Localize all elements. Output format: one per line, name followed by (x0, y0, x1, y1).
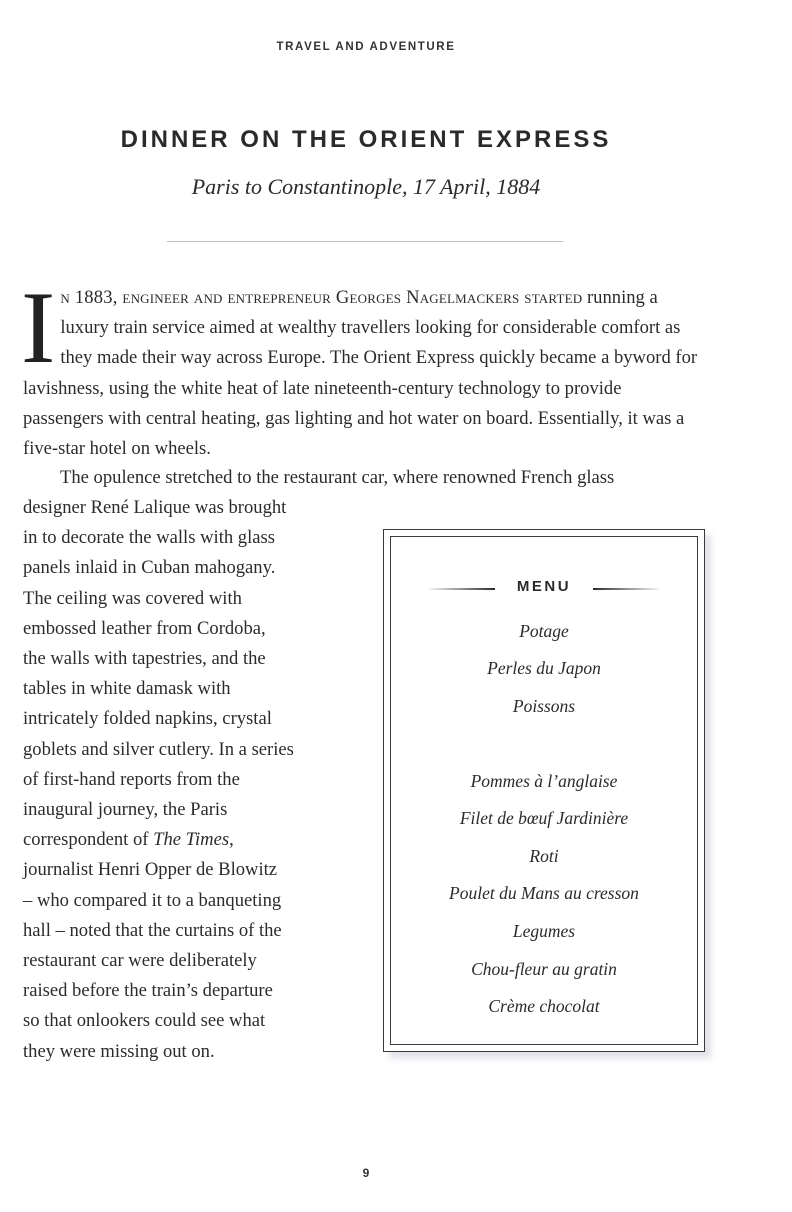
drop-cap: I (21, 271, 56, 385)
menu-item: Poulet du Mans au cresson (449, 883, 639, 903)
menu-card (383, 529, 705, 1052)
text-line: designer René Lalique was brought (23, 497, 287, 518)
text-line: the walls with tapestries, and the (23, 648, 266, 670)
title-divider (167, 241, 563, 242)
text-line: of first-hand reports from the (23, 768, 240, 790)
newspaper-title: The Times (153, 829, 230, 851)
menu-item: Pommes à l’anglaise (470, 771, 618, 791)
text-fragment: correspondent of (23, 829, 154, 851)
menu-heading-row (391, 578, 697, 598)
menu-item: Filet de bœuf Jardinière (459, 808, 629, 828)
menu-item: Perles du Japon (487, 658, 601, 678)
menu-item: Chou-fleur au gratin (471, 959, 617, 979)
paragraph-restaurant-column (23, 493, 353, 1067)
menu-item: Potage (519, 621, 569, 641)
text-line: The ceiling was covered with (23, 587, 242, 609)
menu-item: Roti (529, 846, 559, 866)
menu-item: Poissons (512, 696, 576, 716)
article-subtitle: Paris to Constantinople, 17 April, 1884 (191, 174, 541, 199)
menu-heading: MENU (516, 578, 572, 595)
text-line: in to decorate the walls with glass (23, 527, 275, 549)
text-line: intricately folded napkins, crystal (23, 708, 272, 730)
paragraph-intro (21, 271, 703, 464)
text-line: restaurant car were deliberately (23, 950, 257, 972)
article-title: DINNER ON THE ORIENT EXPRESS (120, 126, 612, 153)
text-line: embossed leather from Cordoba, (23, 617, 266, 639)
text-line: raised before the train’s departure (23, 980, 273, 1002)
text-line: tables in white damask with (23, 678, 231, 700)
menu-item: Legumes (512, 921, 576, 941)
text-line: they were missing out on. (23, 1040, 215, 1062)
text-line: journalist Henri Opper de Blowitz (23, 859, 278, 881)
text-fragment: , (229, 829, 234, 851)
running-head: TRAVEL AND ADVENTURE (276, 41, 456, 53)
text-line: – who compared it to a banqueting (23, 889, 282, 911)
menu-item: Crème chocolat (488, 996, 600, 1016)
menu-card-inner-border (390, 536, 698, 1045)
text-line: inaugural journey, the Paris (23, 799, 228, 821)
text-line: hall – noted that the curtains of the (23, 919, 282, 941)
paragraph-intro-text: running a luxury train service aimed at wealthy travellers looking for considerable comfort as they made their way across Europe. The Orient Express quickly became a byword for lavishness, using the white heat of late nineteenth-century technology to provide passengers with central heating, gas lighting and hot water on board. Essentially, it was a five-star hotel on wheels. (23, 287, 698, 460)
text-line: panels inlaid in Cuban mahogany. (23, 557, 276, 579)
right-ornament-icon (593, 588, 659, 590)
smallcaps-lead: n 1883, engineer and entrepreneur Georges Nagelmackers started (60, 287, 583, 308)
text-line: so that onlookers could see what (23, 1010, 266, 1032)
page-number: 9 (362, 1166, 370, 1180)
text-line: goblets and silver cutlery. In a series (23, 738, 294, 760)
text-line-times (23, 825, 353, 855)
paragraph-restaurant-first-line: The opulence stretched to the restaurant car, where renowned French glass (60, 467, 615, 488)
